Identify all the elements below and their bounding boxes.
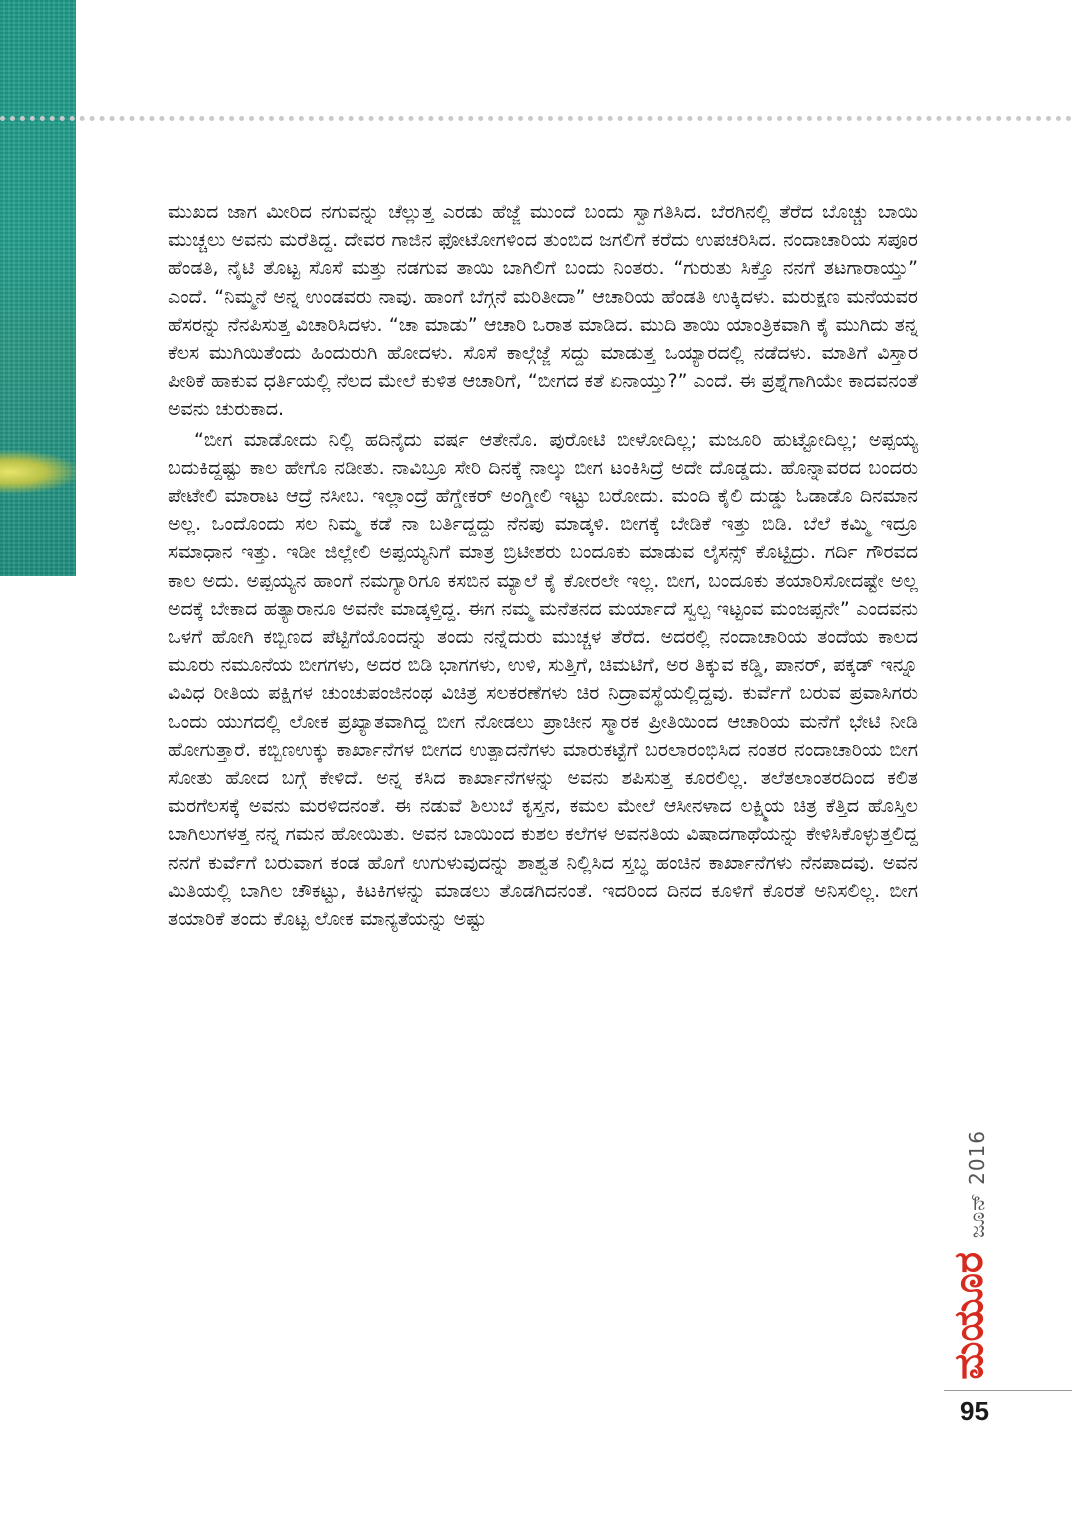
issue-date: ಜೂನ್ 2016 bbox=[965, 1130, 989, 1239]
paragraph-2: “ಬೀಗ ಮಾಡೋದು ನಿಲ್ಲಿ ಹದಿನೈದು ವರ್ಷ ಆತೇನೊ. ಪುರೋಟಿ ಬೀಳೋದಿಲ್ಲ; ಮಜೂರಿ ಹುಟ್ಟೋದಿಲ್ಲ; ಅಪ್ಪಯ್ಯ ಬದುಕಿದ್ದಷ್ಟು ಕಾಲ ಹೇಗೊ ನಡೀತು. ನಾವಿಬ್ರೂ ಸೇರಿ ದಿನಕ್ಕೆ ನಾಲ್ಕು ಬೀಗ ಟಂಕಿಸಿದ್ರೆ ಅದೇ ದೊಡ್ಡದು. ಹೊನ್ನಾವರದ ಬಂದರು ಪೇಟೇಲಿ ಮಾರಾಟ ಆದ್ರೆ ನಸೀಬ. ಇಲ್ಲಾಂದ್ರೆ ಹೆಗ್ಡೇಕರ್ ಅಂಗ್ಡೀಲಿ ಇಟ್ಟು ಬರೋದು. ಮಂದಿ ಕೈಲಿ ದುಡ್ಡು ಓಡಾಡೊ ದಿನಮಾನ ಅಲ್ಲ. ಒಂದೊಂದು ಸಲ ನಿಮ್ಮ ಕಡೆ ನಾ ಬರ್ತಿದ್ದದ್ದು ನೆನಪು ಮಾಡ್ಕಳಿ. ಬೀಗಕ್ಕೆ ಬೇಡಿಕೆ ಇತ್ತು ಬಿಡಿ. ಬೆಲೆ ಕಮ್ಮಿ ಇದ್ರೂ ಸಮಾಧಾನ ಇತ್ತು. ಇಡೀ ಜಿಲ್ಲೇಲಿ ಅಪ್ಪಯ್ಯನಿಗೆ ಮಾತ್ರ ಬ್ರಿಟೀಶರು ಬಂದೂಕು ಮಾಡುವ ಲೈಸನ್ಸ್ ಕೊಟ್ಟಿದ್ರು. ಗರ್ದಿ ಗೌರವದ ಕಾಲ ಅದು. ಅಪ್ಪಯ್ಯನ ಹಾಂಗೆ ನಮಗ್ಯಾರಿಗೂ ಕಸಬಿನ ಮ್ಯಾಲೆ ಕೈ ಕೋರಲೇ ಇಲ್ಲ. ಬೀಗ, ಬಂದೂಕು ತಯಾರಿಸೋದಷ್ಟೇ ಅಲ್ಲ ಅದಕ್ಕೆ ಬೇಕಾದ ಹತ್ಯಾರಾನೂ ಅವನೇ ಮಾಡ್ಕಳ್ತಿದ್ದ. ಈಗ ನಮ್ಮ ಮನೆತನದ ಮರ್ಯಾದೆ ಸ್ವಲ್ಪ ಇಟ್ಟಂವ ಮಂಜಪ್ಪನೇ” ಎಂದವನು ಒಳಗೆ ಹೋಗಿ ಕಬ್ಬಿಣದ ಪೆಟ್ಟಿಗೆಯೊಂದನ್ನು ತಂದು ನನ್ನೆದುರು ಮುಚ್ಚಳ ತೆರೆದ. ಅದರಲ್ಲಿ ನಂದಾಚಾರಿಯ ತಂದೆಯ ಕಾಲದ ಮೂರು ನಮೂನೆಯ ಬೀಗಗಳು, ಅದರ ಬಿಡಿ ಭಾಗಗಳು, ಉಳಿ, ಸುತ್ತಿಗೆ, ಚಿಮಟಿಗೆ, ಅರ ತಿಕ್ಕುವ ಕಡ್ಡಿ, ಪಾನರ್, ಪಕ್ಕಡ್ ಇನ್ನೂ ವಿವಿಧ ರೀತಿಯ ಪಕ್ಷಿಗಳ ಚುಂಚುಪಂಜಿನಂಥ ವಿಚಿತ್ರ ಸಲಕರಣೆಗಳು ಚಿರ ನಿದ್ರಾವಸ್ಥೆಯಲ್ಲಿದ್ದವು. ಕುರ್ವೆಗೆ ಬರುವ ಪ್ರವಾಸಿಗರು ಒಂದು ಯುಗದಲ್ಲಿ ಲೋಕ ಪ್ರಖ್ಯಾತವಾಗಿದ್ದ ಬೀಗ ನೋಡಲು ಪ್ರಾಚೀನ ಸ್ಮಾರಕ ಪ್ರೀತಿಯಿಂದ ಆಚಾರಿಯ ಮನೆಗೆ ಭೇಟಿ ನೀಡಿ ಹೋಗುತ್ತಾರೆ. ಕಬ್ಬಿಣಉಕ್ಕು ಕಾರ್ಖಾನೆಗಳ ಬೀಗದ ಉತ್ಪಾದನೆಗಳು ಮಾರುಕಟ್ಟೆಗೆ ಬರಲಾರಂಭಿಸಿದ ನಂತರ ನಂದಾಚಾರಿಯ ಬೀಗ ಸೋತು ಹೋದ ಬಗ್ಗೆ ಕೇಳಿದೆ. ಅನ್ನ ಕಸಿದ ಕಾರ್ಖಾನೆಗಳನ್ನು ಅವನು ಶಪಿಸುತ್ತ ಕೂರಲಿಲ್ಲ. ತಲೆತಲಾಂತರದಿಂದ ಕಲಿತ ಮರಗೆಲಸಕ್ಕೆ ಅವನು ಮರಳಿದನಂತೆ. ಈ ನಡುವೆ ಶಿಲುಬೆ ಕೃಸ್ತನ, ಕಮಲ ಮೇಲೆ ಆಸೀನಳಾದ ಲಕ್ಷ್ಮಿಯ ಚಿತ್ರ ಕೆತ್ತಿದ ಹೊಸ್ತಿಲ ಬಾಗಿಲುಗಳತ್ತ ನನ್ನ ಗಮನ ಹೋಯಿತು. ಅವನ ಬಾಯಿಂದ ಕುಶಲ ಕಲೆಗಳ ಅವನತಿಯ ವಿಷಾದಗಾಥೆಯನ್ನು ಕೇಳಿಸಿಕೊಳ್ಳುತ್ತಲಿದ್ದ ನನಗೆ ಕುರ್ವೆಗೆ ಬರುವಾಗ ಕಂಡ ಹೊಗೆ ಉಗುಳುವುದನ್ನು ಶಾಶ್ವತ ನಿಲ್ಲಿಸಿದ ಸ್ತಬ್ಧ ಹಂಚಿನ ಕಾರ್ಖಾನೆಗಳು ನೆನಪಾದವು. ಅವನ ಮಿತಿಯಲ್ಲಿ ಬಾಗಿಲ ಚೌಕಟ್ಟು, ಕಿಟಕಿಗಳನ್ನು ಮಾಡಲು ತೊಡಗಿದನಂತೆ. ಇದರಿಂದ ದಿನದ ಕೂಳಿಗೆ ಕೊರತೆ ಅನಿಸಲಿಲ್ಲ. ಬೀಗ ತಯಾರಿಕೆ ತಂದು ಕೊಟ್ಟ ಲೋಕ ಮಾನ್ಯತೆಯನ್ನು ಅಷ್ಟು bbox=[168, 428, 918, 931]
paragraph-1: ಮುಖದ ಜಾಗ ಮೀರಿದ ನಗುವನ್ನು ಚೆಲ್ಲುತ್ತ ಎರಡು ಹೆಜ್ಜೆ ಮುಂದೆ ಬಂದು ಸ್ವಾಗತಿಸಿದ. ಬೆರಗಿನಲ್ಲಿ ತೆರೆದ ಬೊಚ್ಚು ಬಾಯಿ ಮುಚ್ಚಲು ಅವನು ಮರೆತಿದ್ದ. ದೇವರ ಗಾಜಿನ ಫೋಟೋಗಳಿಂದ ತುಂಬಿದ ಜಗಲಿಗೆ ಕರೆದು ಉಪಚರಿಸಿದ. ನಂದಾಚಾರಿಯ ಸಪೂರ ಹೆಂಡತಿ, ನೈಟಿ ತೊಟ್ಟ ಸೊಸೆ ಮತ್ತು ನಡಗುವ ತಾಯಿ ಬಾಗಿಲಿಗೆ ಬಂದು ನಿಂತರು. “ಗುರುತು ಸಿಕ್ತೊ ನನಗೆ ತಟಗಾರಾಯ್ತು” ಎಂದೆ. “ನಿಮ್ಮನೆ ಅನ್ನ ಉಂಡವರು ನಾವು. ಹಾಂಗೆ ಬೆಗ್ಗನೆ ಮರಿತೀದಾ” ಆಚಾರಿಯ ಹೆಂಡತಿ ಉಕ್ಕಿದಳು. ಮರುಕ್ಷಣ ಮನೆಯವರ ಹೆಸರನ್ನು ನೆನಪಿಸುತ್ತ ವಿಚಾರಿಸಿದಳು. “ಚಾ ಮಾಡು” ಆಚಾರಿ ಒರಾತ ಮಾಡಿದ. ಮುದಿ ತಾಯಿ ಯಾಂತ್ರಿಕವಾಗಿ ಕೈ ಮುಗಿದು ತನ್ನ ಕೆಲಸ ಮುಗಿಯಿತೆಂದು ಹಿಂದುರುಗಿ ಹೋದಳು. ಸೊಸೆ ಕಾಲ್ಗೆಜ್ಜೆ ಸದ್ದು ಮಾಡುತ್ತ ಒಯ್ಯಾರದಲ್ಲಿ ನಡೆದಳು. ಮಾತಿಗೆ ವಿಸ್ತಾರ ಪೀಠಿಕೆ ಹಾಕುವ ಧರ್ತಿಯಲ್ಲಿ ನೆಲದ ಮೇಲೆ ಕುಳಿತ ಆಚಾರಿಗೆ, “ಬೀಗದ ಕತೆ ಏನಾಯ್ತು?” ಎಂದೆ. ಈ ಪ್ರಶ್ನೆಗಾಗಿಯೇ ಕಾದವನಂತೆ ಅವನು ಚುರುಕಾದ. bbox=[168, 201, 919, 421]
page-number: 95 bbox=[960, 1396, 989, 1426]
article-body bbox=[168, 198, 918, 933]
dotted-divider bbox=[0, 116, 1072, 121]
page-number-rule bbox=[944, 1390, 1072, 1391]
magazine-masthead: ಮಯೂರ bbox=[946, 1252, 992, 1380]
decorative-side-image bbox=[0, 0, 76, 576]
